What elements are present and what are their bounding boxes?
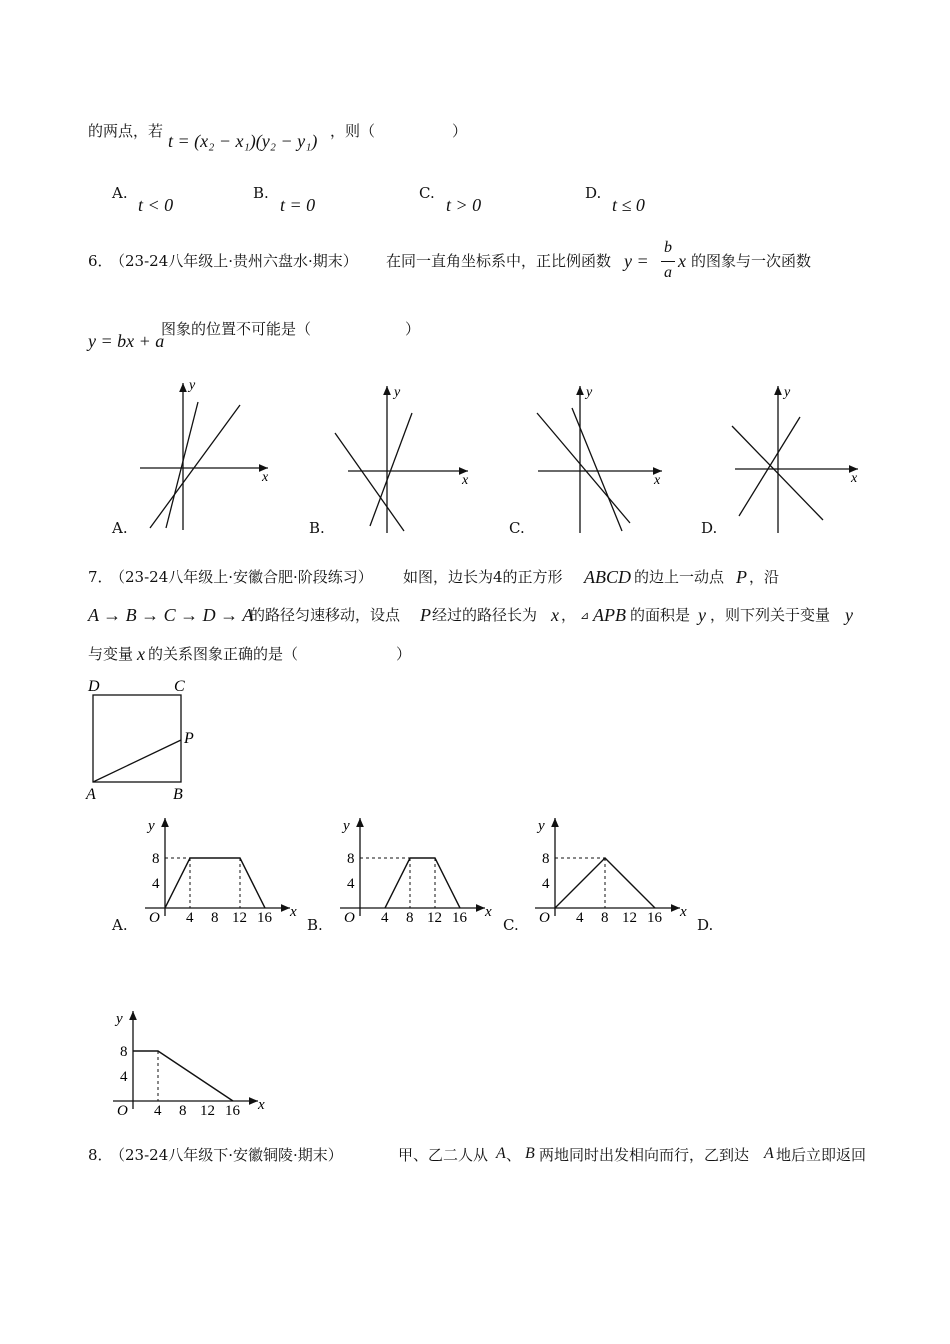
- q8-text2: 两地同时出发相向而行，乙到达: [539, 1146, 750, 1164]
- square-abcd: [93, 695, 181, 782]
- q5-option-a-label: A.: [112, 184, 128, 202]
- axis-x-label: x: [654, 473, 661, 488]
- q5-option-d-label: D.: [585, 184, 602, 202]
- q6-frac-num: b: [664, 239, 672, 256]
- x-tick-label: 8: [406, 910, 414, 926]
- q7-x2: x: [137, 644, 145, 664]
- q7-graph-c: [530, 812, 700, 926]
- q7-option-d-label: D.: [697, 916, 714, 934]
- q7-p: P: [736, 567, 747, 587]
- axis-x-label: x: [680, 904, 687, 920]
- axis-x-label: x: [290, 904, 297, 920]
- y-tick-label: 8: [152, 851, 160, 867]
- q7-text5: 经过的路径长为: [432, 606, 538, 624]
- q5-option-a-expr: t < 0: [138, 195, 174, 215]
- label-d: D: [88, 678, 100, 695]
- q6-option-a-label: A.: [112, 519, 128, 537]
- axis-x-label: x: [462, 473, 469, 488]
- origin-label: O: [539, 910, 550, 926]
- axis-y-label: y: [116, 1011, 123, 1027]
- q7-text1: 如图，边长为4的正方形: [403, 568, 563, 586]
- q8-a: A: [496, 1145, 506, 1162]
- q5-option-c-expr: t > 0: [446, 195, 482, 215]
- x-tick-label: 4: [576, 910, 584, 926]
- q7-graph-b: [335, 812, 505, 926]
- line-1: [335, 433, 404, 531]
- q7-option-c-label: C.: [503, 916, 519, 934]
- q6-source: （23-24八年级上·贵州六盘水·期末）: [110, 252, 358, 270]
- q5-text-post: ，则（: [330, 122, 376, 140]
- q7-apb: APB: [593, 605, 626, 625]
- x-tick-label: 12: [427, 910, 442, 926]
- q7-text4: 的路径匀速移动，设点: [250, 606, 401, 624]
- q7-graph-a: [140, 812, 310, 926]
- q7-text7: ，则下列关于变量: [710, 606, 831, 624]
- x-tick-label: 16: [452, 910, 467, 926]
- q6-graph-a: [130, 375, 275, 535]
- axis-x-label: x: [485, 904, 492, 920]
- x-tick-label: 16: [647, 910, 662, 926]
- axis-y-label: y: [538, 818, 545, 834]
- q6-fraction-bar: [661, 261, 675, 262]
- q7-text6: 的面积是: [630, 606, 691, 624]
- q7-text2: 的边上一动点: [634, 568, 725, 586]
- q6-number: 6．: [88, 252, 113, 270]
- q8-sep: 、: [506, 1146, 522, 1164]
- q7-number: 7．: [88, 568, 113, 586]
- axis-y-label: y: [784, 385, 791, 400]
- x-tick-label: 12: [622, 910, 637, 926]
- q6-graph-b: [330, 378, 475, 538]
- q7-x: x: [551, 605, 559, 625]
- function-graph: [165, 858, 265, 908]
- q7-option-b-label: B.: [307, 916, 323, 934]
- x-tick-label: 8: [179, 1103, 187, 1119]
- q6-text2: 的图象与一次函数: [691, 252, 812, 270]
- q5-formula: t = (x₂ − x₁)(y₂ − y₁): [168, 131, 318, 151]
- q7-close-paren: ）: [396, 645, 412, 663]
- x-tick-label: 16: [225, 1103, 240, 1119]
- q7-y: y: [698, 605, 706, 625]
- x-tick-label: 4: [381, 910, 389, 926]
- q7-p2: P: [420, 605, 431, 625]
- q5-option-d-expr: t ≤ 0: [612, 195, 645, 215]
- origin-label: O: [149, 910, 160, 926]
- q7-abcd: ABCD: [584, 567, 631, 587]
- q8-number: 8．: [88, 1146, 113, 1164]
- q6-option-c-label: C.: [509, 519, 525, 537]
- y-tick-label: 4: [542, 876, 550, 892]
- q5-option-b-label: B.: [253, 184, 269, 202]
- axis-x-label: x: [258, 1097, 265, 1113]
- q7-triangle-symbol: ⊿: [580, 609, 590, 622]
- q6-graph-d: [725, 378, 870, 538]
- axis-y-label: y: [343, 818, 350, 834]
- y-tick-label: 8: [120, 1044, 128, 1060]
- q7-text3: ，沿: [749, 568, 780, 586]
- origin-label: O: [117, 1103, 128, 1119]
- q6-text1: 在同一直角坐标系中，正比例函数: [386, 252, 612, 270]
- q6-line2-expr: y = bx + a: [88, 331, 165, 351]
- q7-square-diagram: [80, 675, 210, 805]
- q6-close-paren: ）: [405, 320, 421, 338]
- q6-graph-c: [530, 378, 675, 538]
- x-tick-label: 16: [257, 910, 272, 926]
- x-tick-label: 4: [154, 1103, 162, 1119]
- q5-text-pre: 的两点，若: [88, 122, 164, 140]
- q6-option-d-label: D.: [701, 519, 718, 537]
- x-tick-label: 12: [232, 910, 247, 926]
- label-b: B: [173, 786, 183, 803]
- function-graph: [385, 858, 460, 908]
- line-2: [370, 413, 412, 526]
- q5-close-paren: ）: [452, 122, 468, 140]
- origin-label: O: [344, 910, 355, 926]
- axis-x-label: x: [851, 471, 858, 486]
- label-c: C: [174, 678, 185, 695]
- line-2: [166, 402, 198, 528]
- axis-y-label: y: [394, 385, 401, 400]
- q8-b: B: [525, 1145, 535, 1162]
- line-1: [150, 405, 240, 528]
- q7-option-a-label: A.: [112, 916, 128, 934]
- label-a: A: [86, 786, 96, 803]
- x-tick-label: 4: [186, 910, 194, 926]
- q5-option-c-label: C.: [419, 184, 435, 202]
- q6-frac-den: a: [664, 264, 672, 281]
- y-tick-label: 4: [347, 876, 355, 892]
- x-tick-label: 12: [200, 1103, 215, 1119]
- function-graph: [133, 1051, 233, 1101]
- y-tick-label: 8: [347, 851, 355, 867]
- q6-line2-text: 图象的位置不可能是（: [161, 320, 312, 338]
- q7-y2: y: [845, 605, 853, 625]
- q8-source: （23-24八年级下·安徽铜陵·期末）: [110, 1146, 343, 1164]
- q7-comma: ，: [561, 606, 577, 624]
- x-tick-label: 8: [601, 910, 609, 926]
- q7-line3-pre: 与变量: [88, 645, 134, 663]
- q7-graph-d: [108, 1005, 278, 1119]
- q5-option-b-expr: t = 0: [280, 195, 316, 215]
- x-tick-label: 8: [211, 910, 219, 926]
- q8-a2: A: [764, 1145, 774, 1162]
- q7-path: A → B → C → D → A: [88, 605, 254, 625]
- q6-option-b-label: B.: [309, 519, 325, 537]
- segment-ap: [93, 740, 181, 782]
- q8-text3: 地后立即返回: [776, 1146, 867, 1164]
- q7-line3-post: 的关系图象正确的是（: [148, 645, 299, 663]
- axis-y-label: y: [148, 818, 155, 834]
- y-tick-label: 4: [120, 1069, 128, 1085]
- q8-text1: 甲、乙二人从: [398, 1146, 489, 1164]
- axis-y-label: y: [586, 385, 593, 400]
- label-p: P: [184, 730, 194, 747]
- q6-y-eq: y =: [624, 251, 649, 271]
- axis-y-label: y: [189, 378, 196, 393]
- axis-x-label: x: [262, 470, 269, 485]
- q7-source: （23-24八年级上·安徽合肥·阶段练习）: [110, 568, 373, 586]
- line-1: [537, 413, 630, 523]
- y-tick-label: 4: [152, 876, 160, 892]
- y-tick-label: 8: [542, 851, 550, 867]
- line-2: [739, 417, 800, 516]
- q6-x-var: x: [678, 251, 686, 271]
